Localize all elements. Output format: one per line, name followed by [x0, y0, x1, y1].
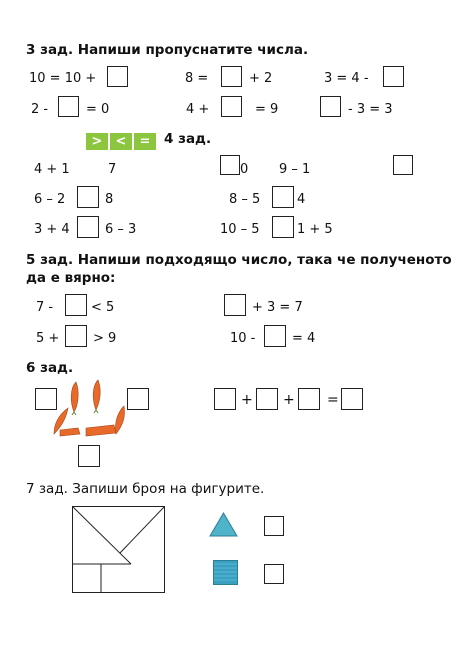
- comparison-signs: [86, 133, 156, 150]
- answer-box-3-6[interactable]: [320, 96, 341, 117]
- answer-box-6-sum-3[interactable]: [298, 388, 320, 410]
- answer-box-5-4[interactable]: [264, 325, 286, 347]
- task4-r2-left: 6 – 2: [34, 192, 66, 207]
- diagonal-left: [73, 507, 132, 565]
- task3-eq3-text: 3 = 4 -: [324, 71, 369, 86]
- answer-box-4-4[interactable]: [77, 186, 99, 208]
- carrot-2: [93, 380, 100, 410]
- plus-sign-1: +: [241, 392, 253, 408]
- task7-title: 7 зад. Запиши броя на фигурите.: [26, 481, 265, 497]
- answer-box-5-2[interactable]: [224, 294, 246, 316]
- task5-r2-expr: 10 -: [230, 331, 256, 346]
- answer-box-6-sum-result[interactable]: [341, 388, 363, 410]
- task3-eq4-right: = 0: [86, 102, 110, 117]
- plus-sign-2: +: [283, 392, 295, 408]
- equals-sign: =: [327, 392, 339, 408]
- task5-title-line2: да е вярно:: [26, 270, 116, 286]
- sign-equal: =: [134, 133, 156, 150]
- task3-eq6-text: - 3 = 3: [348, 102, 393, 117]
- shapes-figure: [72, 506, 165, 594]
- answer-box-3-2[interactable]: [221, 66, 242, 87]
- carrots-picture: [48, 378, 134, 442]
- task3-eq1-text: 10 = 10 +: [29, 71, 97, 86]
- task4-r1-expr: 9 – 1: [279, 162, 311, 177]
- task4-r3-expr: 10 – 5: [220, 222, 260, 237]
- sign-greater: >: [86, 133, 108, 150]
- answer-box-7-squares[interactable]: [264, 564, 284, 584]
- task3-eq4-left: 2 -: [31, 102, 49, 117]
- task4-r3-right: 6 – 3: [105, 222, 137, 237]
- answer-box-7-triangles[interactable]: [264, 516, 284, 536]
- task5-r2-right: > 9: [93, 331, 117, 346]
- task4-r1-left: 4 + 1: [34, 162, 70, 177]
- task6-title: 6 зад.: [26, 360, 74, 376]
- task3-eq5-right: = 9: [255, 102, 279, 117]
- answer-box-6-sum-1[interactable]: [214, 388, 236, 410]
- square-icon: [213, 560, 238, 585]
- task4-r3-expr2: 1 + 5: [297, 222, 333, 237]
- task5-title-line1: 5 зад. Напиши подходящо число, така че полученото: [26, 252, 452, 268]
- task5-r2-left: 5 +: [36, 331, 60, 346]
- answer-box-3-5[interactable]: [221, 96, 242, 117]
- task3-eq2-left: 8 =: [185, 71, 209, 86]
- answer-box-6-sum-2[interactable]: [256, 388, 278, 410]
- task4-r2-right: 8: [105, 192, 114, 207]
- answer-box-4-2[interactable]: [220, 155, 240, 175]
- task5-r1-right: < 5: [91, 300, 115, 315]
- task3-title: 3 зад. Напиши пропуснатите числа.: [26, 42, 309, 58]
- carrot-1: [71, 382, 78, 412]
- diagonal-right: [120, 507, 165, 554]
- task4-r3-left: 3 + 4: [34, 222, 70, 237]
- answer-box-3-3[interactable]: [383, 66, 404, 87]
- carrot-5: [86, 425, 116, 436]
- answer-box-5-1[interactable]: [65, 294, 87, 316]
- task4-r1-digit: 0: [240, 162, 249, 177]
- answer-box-4-7[interactable]: [272, 216, 294, 238]
- task4-title: 4 зад.: [164, 131, 212, 147]
- task4-r1-right: 7: [108, 162, 117, 177]
- answer-box-3-4[interactable]: [58, 96, 79, 117]
- task5-r1-expr: + 3 = 7: [252, 300, 303, 315]
- answer-box-3-1[interactable]: [107, 66, 128, 87]
- answer-box-6-bottom[interactable]: [78, 445, 100, 467]
- task5-r1-left: 7 -: [36, 300, 54, 315]
- task3-eq2-right: + 2: [249, 71, 273, 86]
- answer-box-5-3[interactable]: [65, 325, 87, 347]
- task4-r2-digit: 4: [297, 192, 306, 207]
- answer-box-4-6[interactable]: [77, 216, 99, 238]
- sign-less: <: [110, 133, 132, 150]
- task4-r2-expr: 8 – 5: [229, 192, 261, 207]
- carrot-6: [115, 406, 124, 434]
- task3-eq5-left: 4 +: [186, 102, 210, 117]
- triangle-icon: [209, 512, 238, 537]
- answer-box-4-5[interactable]: [272, 186, 294, 208]
- carrot-4: [60, 428, 80, 436]
- task5-r2-expr2: = 4: [292, 331, 316, 346]
- answer-box-4-3[interactable]: [393, 155, 413, 175]
